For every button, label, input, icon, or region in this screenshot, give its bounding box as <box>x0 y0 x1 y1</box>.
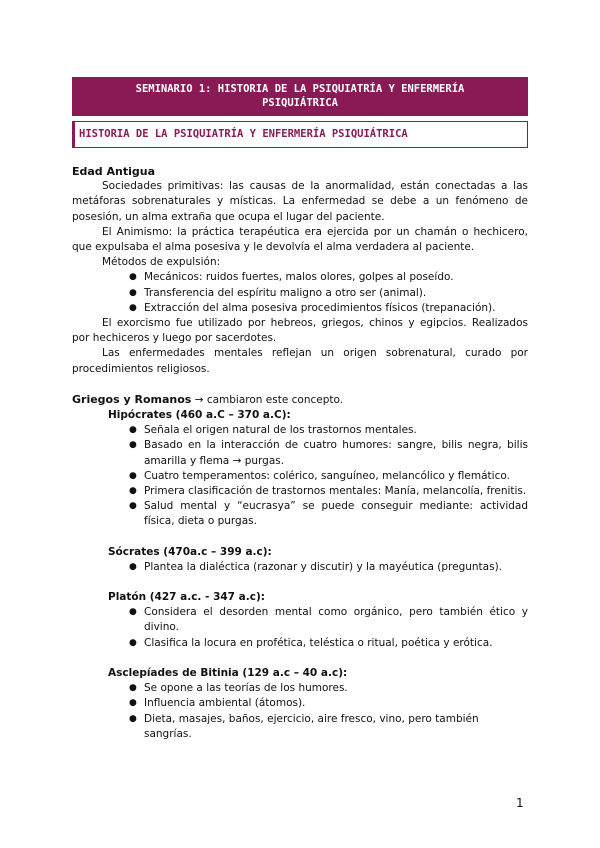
list-item: ● Mecánicos: ruidos fuertes, malos olores, golpes al poseído. <box>72 270 528 285</box>
bullet-icon: ● <box>129 302 137 313</box>
socrates-list <box>72 560 528 575</box>
platon-list <box>72 605 528 651</box>
list-item: ● Extracción del alma posesiva procedimientos físicos (trepanación). <box>72 301 528 316</box>
list-item: ● Cuatro temperamentos: colérico, sanguíneo, melancólico y flemático. <box>72 469 528 484</box>
heading-edad-antigua: Edad Antigua <box>72 165 156 178</box>
subheading-platon: Platón (427 a.c. - 347 a.c): <box>108 591 265 604</box>
list-item: ● Plantea la dialéctica (razonar y discutir) y la mayéutica (preguntas). <box>72 560 528 575</box>
subheading-socrates: Sócrates (470a.c – 399 a.c): <box>108 545 272 558</box>
bullet-icon: ● <box>129 607 137 618</box>
list-item: ● Se opone a las teorías de los humores. <box>72 681 528 696</box>
page-number: 1 <box>516 796 524 810</box>
list-item: ● Considera el desorden mental como orgánico, pero también ético y divino. <box>129 606 528 634</box>
banner-title-line1: SEMINARIO 1: HISTORIA DE LA PSIQUIATRÍA Y ENFERMERÍA <box>135 83 465 95</box>
bullet-icon: ● <box>129 272 137 283</box>
paragraph: Métodos de expulsión: <box>102 256 221 269</box>
hipocrates-list <box>72 423 528 529</box>
paragraph: Sociedades primitivas: las causas de la anormalidad, están conectadas a las metáforas sobrenaturales y místicas. La enfermedad se debe a un fenómeno de posesión, un alma extraña que ocupa el lugar del paciente. <box>72 180 528 223</box>
subheading-hipocrates: Hipócrates (460 a.C – 370 a.C): <box>108 409 291 422</box>
list-item: ● Transferencia del espíritu maligno a otro ser (animal). <box>72 286 528 301</box>
list-item: ● Primera clasificación de trastornos mentales: Manía, melancolía, frenitis. <box>72 484 528 499</box>
bullet-icon: ● <box>129 440 137 451</box>
list-item: ● Basado en la interacción de cuatro humores: sangre, bilis negra, bilis amarilla y flema → purgas. <box>129 439 528 467</box>
section-title: HISTORIA DE LA PSIQUIATRÍA Y ENFERMERÍA PSIQUIÁTRICA <box>72 121 528 148</box>
bullet-icon: ● <box>129 713 137 724</box>
list-item: ● Salud mental y “eucrasya” se puede conseguir mediante: actividad física, dieta o purgas. <box>129 500 528 528</box>
bullet-icon: ● <box>129 486 137 497</box>
paragraph: El Animismo: la práctica terapéutica era ejercida por un chamán o hechicero, que expulsaba el alma posesiva y le devolvía el alma verdadera al paciente. <box>72 225 528 254</box>
list-item: ● Dieta, masajes, baños, ejercicio, aire fresco, vino, pero también sangrías. <box>129 712 479 740</box>
asclepiades-list <box>72 681 528 742</box>
header-banner <box>72 77 528 116</box>
bullet-icon: ● <box>129 683 137 694</box>
bullet-icon: ● <box>129 470 137 481</box>
subheading-asclepiades: Asclepíades de Bitinia (129 a.c – 40 a.c): <box>108 666 348 679</box>
bullet-icon: ● <box>129 501 137 512</box>
list-item: ● Señala el origen natural de los trastornos mentales. <box>72 423 528 438</box>
methods-list <box>72 270 528 316</box>
bullet-icon: ● <box>129 561 137 572</box>
paragraph: Las enfermedades mentales reflejan un origen sobrenatural, curado por procedimientos religiosos. <box>72 347 528 375</box>
heading-griegos-romanos: Griegos y Romanos → cambiaron este concepto. <box>72 392 344 406</box>
document-body <box>72 164 528 742</box>
paragraph: El exorcismo fue utilizado por hebreos, griegos, chinos y egipcios. Realizados por hechiceros y luego por sacerdotes. <box>72 317 528 345</box>
bullet-icon: ● <box>129 698 137 709</box>
banner-title-line2: PSIQUIÁTRICA <box>262 97 338 109</box>
bullet-icon: ● <box>129 637 137 648</box>
list-item: ● Clasifica la locura en profética, teléstica o ritual, poética y erótica. <box>72 636 528 651</box>
list-item: ● Influencia ambiental (átomos). <box>72 696 528 711</box>
bullet-icon: ● <box>129 425 137 436</box>
bullet-icon: ● <box>129 287 137 298</box>
